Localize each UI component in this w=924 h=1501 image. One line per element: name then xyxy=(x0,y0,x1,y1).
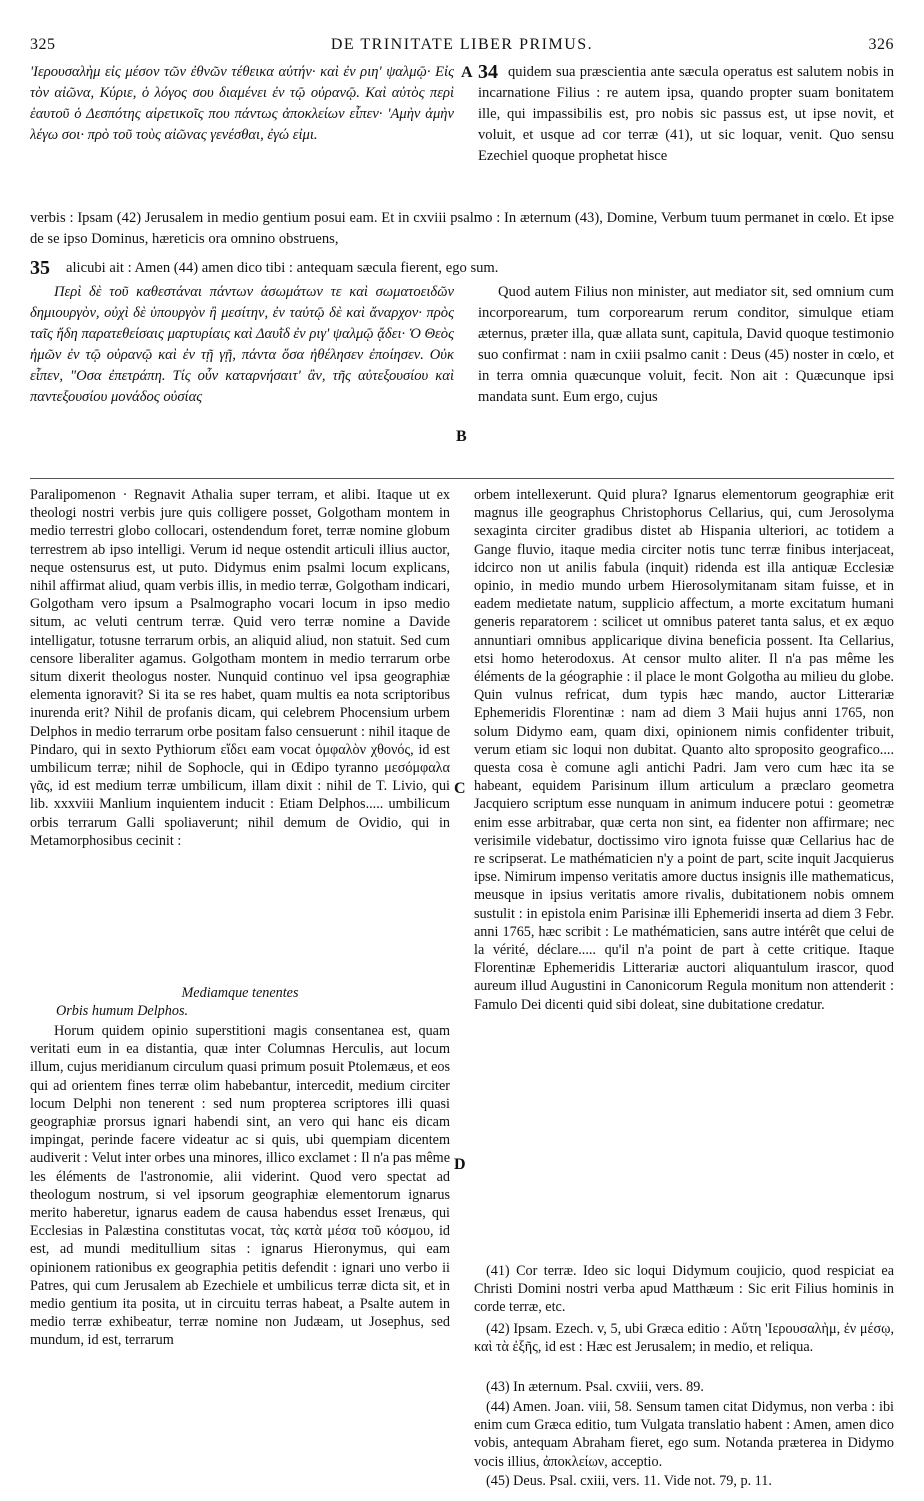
greek-text-top: 'Ιερουσαλὴμ εἰς μέσον τῶν ἐθνῶν τέθεικα αὐτήν· καὶ ἐν ριη' ψαλμῷ· Εἰς τὸν αἰῶνα, Κύριε, ὁ λόγος σου διαμένει ἐν τῷ οὐρανῷ. Καὶ αὐτὸς περὶ ἑαυτοῦ ὁ Δεσπότης αἱρετικοῖς που πάντως ἀποκλείων εἶπεν· 'Αμὴν ἀμὴν λέγω σοι· πρὸ τοῦ τοὺς αἰῶνας γενέσθαι, ἐγώ εἰμι. xyxy=(30,64,454,143)
page-number-right: 326 xyxy=(868,36,894,53)
latin-text-middle: Quod autem Filius non minister, aut mediator sit, sed omnium cum incorporearum, tum corporearum rerum conditor, simulque etiam æternus, præter illa, quæ allata sunt, capitula, David quoque testimonio suo confirmat : nam in cxiii psalmo canit : Deus (45) noster in cœlo, et in terra omnia quæcunque voluit, fecit. Non ait : Quæcunque ipsi mandata sunt. Eum ergo, cujus xyxy=(478,284,894,405)
margin-letter-b: B xyxy=(456,428,467,445)
footnote-43: (43) In æternum. Psal. cxviii, vers. 89. xyxy=(486,1379,704,1395)
ovid-verse-line-1: Mediamque tenentes xyxy=(181,985,299,1001)
ovid-verse-line-2: Orbis humum Delphos. xyxy=(56,1003,189,1019)
footnote-44: (44) Amen. Joan. viii, 58. Sensum tamen citat Didymus, non verba : ibi enim cum Græca editio, tum Vulgata translatio habent : Amen, amen dico vobis, antequam Abraham fieret, ego sum. Notanda præterea in Didymo vocis illius, ἀποκλείων, acceptio. xyxy=(474,1399,894,1470)
column-number-34: 34 xyxy=(478,61,498,83)
notes-left-column: Paralipomenon · Regnavit Athalia super terram, et alibi. Itaque ut ex theologi nostri verbis jure quis colligere posset, Golgotham montem in medio terrestri globo collocari, ostendendum foret, terræ nomine globum terrestrem ab ipso intelligi. Verum id neque ostendit articuli illius auctor, neque ostensurus est, ut puto. Didymus enim psalmi locum explicans, nihil affirmat aliud, quam verbis illis, in medio terræ, Golgotham indicari, Golgotham vero ipsum a Psalmographo vocari locum in ipso medio situm, ac veluti centrum terræ. Quid vero terræ nomine a Davide intelligatur, totusne terrarum orbis, an aliquid aliud, non statuit. Sed cum censore liberaliter agamus. Golgotham montem in medio terrarum orbe situm dixerit theologus noster. Nunquid continuo vel ipsa geographiæ elementa ignoravit? Si ita se res habet, quam multis ea nota scriptoribus inurenda erit? Nihil de profanis dicam, qui celebrem Phocensium urbem Delphos in medio terrarum orbe positam falso censuerunt : nihil itaque de Pindaro, qui in sexto Pythiorum εἴδει eam vocat ὀμφαλὸν χθονός, id est umbilicum terræ; nihil de Sophocle, qui in Œdipo tyranno μεσόμφαλα γᾶς, id est medium terræ umbilicum, illam dixit : nihil de T. Livio, qui lib. xxxviii Manlium inquientem inducit : Etiam Delphos..... umbilicum orbis terrarum Galli spoliaverunt; nihil demum de Ovidio, qui in Metamorphosibus cecinit : xyxy=(30,487,450,849)
column-number-35: 35 xyxy=(30,257,50,279)
page-number-left: 325 xyxy=(30,36,56,53)
notes-right-column: orbem intellexerunt. Quid plura? Ignarus elementorum geographiæ erit magnus ille geographus Christophorus Cellarius, qui, cum Jerosolyma sexaginta circiter gradibus distet ab Hispania ulteriori, ac totidem a Gange fluvio, itaque media circiter notis tunc terræ finibus interjaceat, idcirco non ut anilis fabula (inquit) ridenda est illa antiquæ Ecclesiæ opinio, in medio mundo urbem Hierosolymitanam sitam fuisse, et in eadem medietate natum, supplicio affectum, a morte excitatum humani generis reparatorem : scilicet ut omnibus pateret tanta salus, et ex æquo annuntiari omnibus applicarique divina beneficia possent. Ita Cellarius, etsi homo heterodoxus. At censor multo aliter. Il n'a pas même les éléments de la géographie : il place le mont Golgotha au milieu du globe. Quin vulnus refricat, dum typis hæc mando, auctor Litterariæ Ephemeridis Florentinæ : nam ad diem 3 Maii hujus anni 1765, non solum Didymo eam, quam dixi, opinionem nimis confidenter tribuit, verum etiam sic loqui non dubitat. Quanto alto sproposito geografico.... questa cosa è comune agli antichi Padri. Jam vero cum hæc ita se habeant, equidem Parisinum illum articulum a præclaro geometra Jacquiero scriptum esse nunquam in animum inducere potui : geometræ enim esse arbitrabar, quæ certa non sint, ea fidenter non affirmare; nec verisimile videbatur, doctissimo viro ignota fuisse quæ Cellarius hac de re scripserat. Le mathématicien n'y a point de part, scite inquit Jacquierus ipse. Nimirum impenso veritatis amore ductus insignis ille mathematicus, meusque in ipsius veritatis amore rivalis, dubitationem nobis omnem sustulit : in epistola enim Parisinæ illi Ephemeridi inserta ad diem 3 Febr. anni 1765, hæc scribit : Le mathématicien, sans autre intérêt que celui de la vérité, déclare..... qu'il n'a point de part à cette critique. Itaque Florentinæ Ephemeridis Litterariæ auctori aliquantulum irascor, quod aureum illud Augustini in Canonicorum Regula monitum non attenderit : Famulo Dei dicenti quid sibi doleat, sine dubitatione credatur. xyxy=(474,487,894,1013)
section-divider xyxy=(30,478,894,479)
margin-letter-c: C xyxy=(454,780,466,797)
footnote-42: (42) Ipsam. Ezech. v, 5, ubi Græca editio : Αὕτη 'Ιερουσαλὴμ, ἐν μέσῳ, καὶ τὰ ἐξῆς, id est : Hæc est Jerusalem; in medio, et reliqua. xyxy=(474,1321,894,1356)
latin-spanning-text: verbis : Ipsam (42) Jerusalem in medio gentium posui eam. Et in cxviii psalmo : In æternum (43), Domine, Verbum tuum permanet in cœlo. Et ipse de se ipso Dominus, hæreticis ora omnino obstruens, xyxy=(30,210,894,247)
margin-letter-d: D xyxy=(454,1156,466,1173)
footnote-45: (45) Deus. Psal. cxiii, vers. 11. Vide not. 79, p. 11. xyxy=(486,1473,772,1489)
running-header xyxy=(30,36,894,56)
greek-text-middle: Περὶ δὲ τοῦ καθεστάναι πάντων ἀσωμάτων τε καὶ σωματοειδῶν δημιουργὸν, οὐχὶ δὲ ὑπουργὸν ἢ μεσίτην, ἐν ταὐτῷ δὲ καὶ ἄναρχον· πρὸς ταῖς ἤδη παρατεθείσαις μαρτυρίαις καὶ Δαυῒδ ἐν ριγ' ψαλμῷ ᾄδει· Ὁ Θεὸς ἡμῶν ἐν τῷ οὐρανῷ καὶ ἐν τῇ γῇ, πάντα ὅσα ἠθέλησεν ἐποίησεν. Οὐκ εἶπεν, "Οσα ἐπετράπη. Τίς οὖν καταρνήσαιτ' ἂν, τῆς αὐτεξουσίου καὶ παντεξουσίου μονάδος οὐσίας xyxy=(30,284,454,405)
running-title: DE TRINITATE LIBER PRIMUS. xyxy=(330,36,594,53)
footnote-41: (41) Cor terræ. Ideo sic loqui Didymum coujicio, quod respiciat ea Christi Domini nostri verba apud Matthæum : Sic erit Filius hominis in corde terræ, etc. xyxy=(474,1263,894,1316)
notes-left-column-continued: Horum quidem opinio superstitioni magis consentanea est, quam veritati eum in ea distantia, quæ inter Columnas Herculis, aut locum illum, cujus meridianum circulum quasi primum posuit Ptolemæus, et eos qui ad orientem fines terræ olim habebantur, intercedit, medium circiter locum Delphi non tenerent : sed num propterea scriptores illi quasi geographiæ prorsus ignari habendi sint, an vero qui hanc eis dicam impingat, perinde facere videatur ac si quis, ubi quempiam dicentem audiverit : Velut inter orbes una minores, illico exclamet : Il n'a pas même les éléments de l'astronomie, alii viderint. Quod vero spectat ad theologum nostrum, si vel ipsorum geographiæ elementorum ignarus merito haberetur, ignarus eadem de causa habendus esset Irenæus, qui Ecclesias in Palæstina constitutas vocat, τὰς κατὰ μέσα τοῦ κόσμου, id est, ad mundi meditullium sitas : ignarus Hieronymus, qui eam opinionem rationibus ex geographia petitis defendit : ignari uno verbo ii Patres, qui cum Jerusalem ab Ezechiele et umbilicus terræ dicta sit, et in medio gentium ita posita, ut in circuitu terras habeat, a Psalte autem in medio terræ exhibeatur, terræ nomine non Judæam, ut Josephus, sed mundum, id est, terrarum xyxy=(30,1023,450,1349)
latin-spanning-text-2: alicubi ait : Amen (44) amen dico tibi : antequam sæcula fierent, ego sum. xyxy=(66,260,499,276)
margin-letter-a: A xyxy=(461,64,473,81)
latin-text-top: quidem sua præscientia ante sæcula operatus est salutem nobis in incarnatione Filius : re autem ipsa, quando propter suam bonitatem ille, qui impassibilis est, pro nobis sic passus est, ut ipse novit, et voluit, et usque ad cor terræ (41), ut sic loquar, venit. Quo sensu Ezechiel quoque prophetat hisce xyxy=(478,64,894,164)
